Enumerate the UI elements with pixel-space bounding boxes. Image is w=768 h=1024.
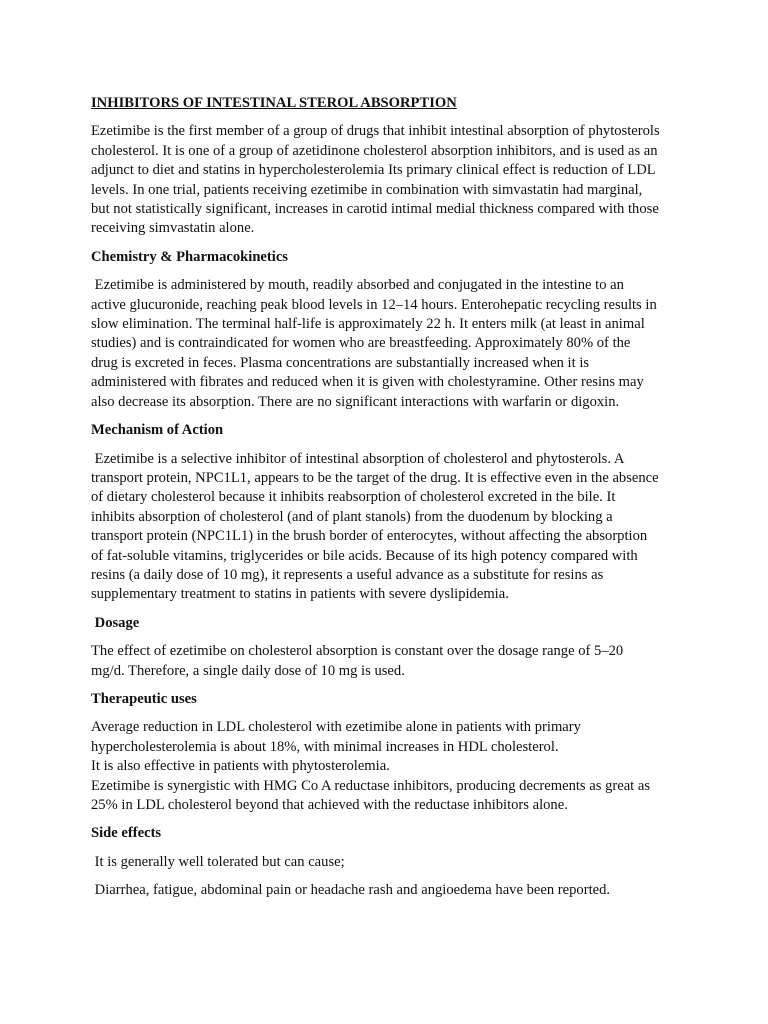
text-line: adjunct to diet and statins in hypercholesterolemia Its primary clinical effect is reduction of LDL (91, 162, 656, 179)
text-line: Ezetimibe is the first member of a group of drugs that inhibit intestinal absorption of phytosterols (91, 123, 660, 140)
document-page (91, 94, 685, 910)
text-line: mg/d. Therefore, a single daily dose of 10 mg is used. (91, 662, 405, 679)
text-line: administered with fibrates and reduced when it is given with cholestyramine. Other resins may (91, 374, 644, 391)
text-line: It is also effective in patients with phytosterolemia. (91, 758, 390, 775)
text-line: drug is excreted in feces. Plasma concentrations are substantially increased when it is (91, 354, 590, 371)
therapeutic-paragraph (91, 718, 685, 815)
text-line: Ezetimibe is administered by mouth, readily absorbed and conjugated in the intestine to an (91, 277, 624, 294)
text-line: levels. In one trial, patients receiving ezetimibe in combination with simvastatin had marginal, (91, 181, 643, 198)
text-line: of dietary cholesterol because it inhibits reabsorption of cholesterol excreted in the bile. It (91, 489, 616, 506)
side-effects-heading: Side effects (91, 825, 162, 842)
text-line: Ezetimibe is a selective inhibitor of intestinal absorption of cholesterol and phytosterols. A (91, 450, 625, 467)
mechanism-heading: Mechanism of Action (91, 422, 224, 439)
text-line: but not statistically significant, increases in carotid intimal medial thickness compared with those (91, 201, 659, 218)
text-line: 25% in LDL cholesterol beyond that achieved with the reductase inhibitors alone. (91, 797, 568, 813)
text-line: Ezetimibe is synergistic with HMG Co A reductase inhibitors, producing decrements as great as (91, 777, 651, 794)
text-line: hypercholesterolemia is about 18%, with minimal increases in HDL cholesterol. (91, 738, 559, 755)
text-line: supplementary treatment to statins in patients with severe dyslipidemia. (91, 586, 509, 603)
text-line: active glucuronide, reaching peak blood levels in 12–14 hours. Enterohepatic recycling results in (91, 296, 657, 313)
dosage-heading-text: Dosage (91, 614, 140, 631)
text-line: resins (a daily dose of 10 mg), it represents a useful advance as a substitute for resins as (91, 566, 604, 583)
chemistry-heading: Chemistry & Pharmacokinetics (91, 248, 288, 265)
text-line: also decrease its absorption. There are no significant interactions with warfarin or digoxin. (91, 393, 620, 410)
text-line: The effect of ezetimibe on cholesterol absorption is constant over the dosage range of 5–20 (91, 643, 624, 660)
text-line: Diarrhea, fatigue, abdominal pain or headache rash and angioedema have been reported. (91, 882, 611, 899)
mechanism-paragraph (91, 450, 685, 605)
text-line: transport protein, NPC1L1, appears to be the target of the drug. It is effective even in the absence (91, 469, 659, 486)
text-line: receiving simvastatin alone. (91, 220, 255, 237)
chemistry-paragraph (91, 276, 685, 412)
therapeutic-heading: Therapeutic uses (91, 690, 197, 707)
side-effects-paragraph-1 (91, 853, 685, 872)
text-line: transport protein (NPC1L1) in the brush border of enterocytes, without affecting the absorption (91, 528, 648, 545)
text-line: cholesterol. It is one of a group of azetidinone cholesterol absorption inhibitors, and is used as an (91, 142, 658, 159)
dosage-paragraph (91, 642, 685, 681)
document-title: INHIBITORS OF INTESTINAL STEROL ABSORPTION (91, 95, 457, 111)
text-line: Average reduction in LDL cholesterol with ezetimibe alone in patients with primary (91, 719, 581, 736)
side-effects-paragraph-2 (91, 881, 685, 900)
text-line: It is generally well tolerated but can cause; (91, 853, 345, 870)
text-line: slow elimination. The terminal half-life is approximately 22 h. It enters milk (at least in animal (91, 316, 645, 333)
text-line: inhibits absorption of cholesterol (and of plant stanols) from the duodenum by blocking a (91, 508, 613, 525)
text-line: of fat-soluble vitamins, triglycerides or bile acids. Because of its high potency compared with (91, 547, 638, 564)
dosage-heading (91, 614, 685, 633)
intro-paragraph (91, 122, 685, 238)
text-line: studies) and is contraindicated for women who are breastfeeding. Approximately 80% of the (91, 335, 631, 352)
